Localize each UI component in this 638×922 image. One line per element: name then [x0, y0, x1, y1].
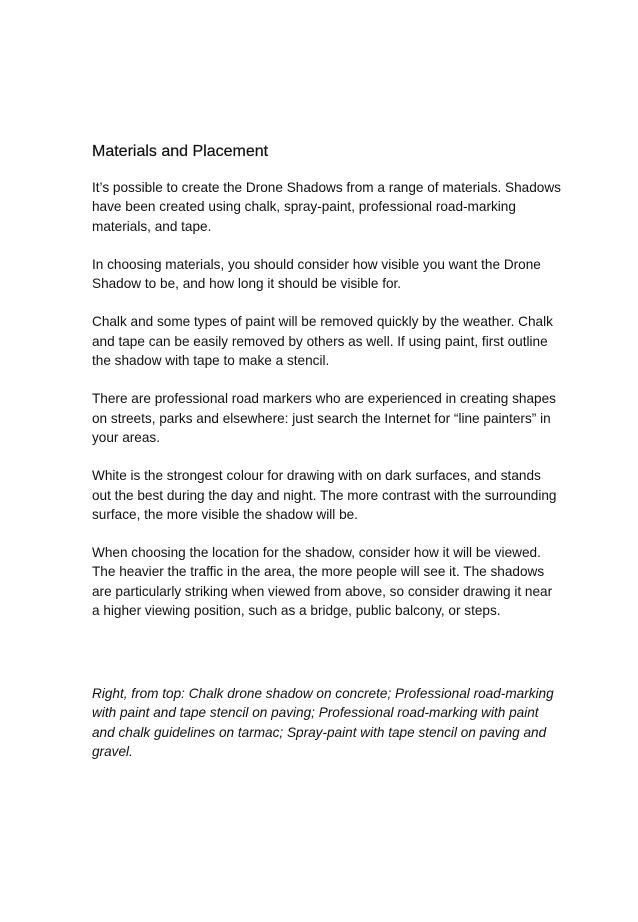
image-caption: Right, from top: Chalk drone shadow on concrete; Professional road-marking with paint and tape stencil on paving; Professional road-marking with paint and chalk guidelines on tarmac; Spray-paint with tape stencil on paving and gravel.: [92, 686, 554, 759]
paragraph-colour-contrast: White is the strongest colour for drawing with on dark surfaces, and stands out the best during the day and night. The more contrast with the surrounding surface, the more visible the shadow will be.: [92, 468, 557, 522]
paragraph-choosing-materials: In choosing materials, you should consider how visible you want the Drone Shadow to be, and how long it should be visible for.: [92, 256, 541, 292]
paragraph-materials-range: It’s possible to create the Drone Shadows from a range of materials. Shadows have been created using chalk, spray-paint, professional road-marking materials, and tape.: [92, 180, 561, 234]
section-heading: Materials and Placement: [92, 143, 269, 160]
paragraph-weather-removal: Chalk and some types of paint will be removed quickly by the weather. Chalk and tape can be easily removed by others as well. If using paint, first outline the shadow with tape to make a stencil.: [92, 314, 553, 369]
paragraph-location: When choosing the location for the shadow, consider how it will be viewed. The heavier the traffic in the area, the more people will see it. The shadows are particularly striking when viewed from above, so consider drawing it near a higher viewing position, such as a bridge, public balcony, or steps.: [92, 545, 553, 619]
document-body: [92, 140, 562, 639]
paragraph-road-markers: There are professional road markers who are experienced in creating shapes on streets, parks and elsewhere: just search the Internet for “line painters” in your areas.: [92, 391, 556, 445]
